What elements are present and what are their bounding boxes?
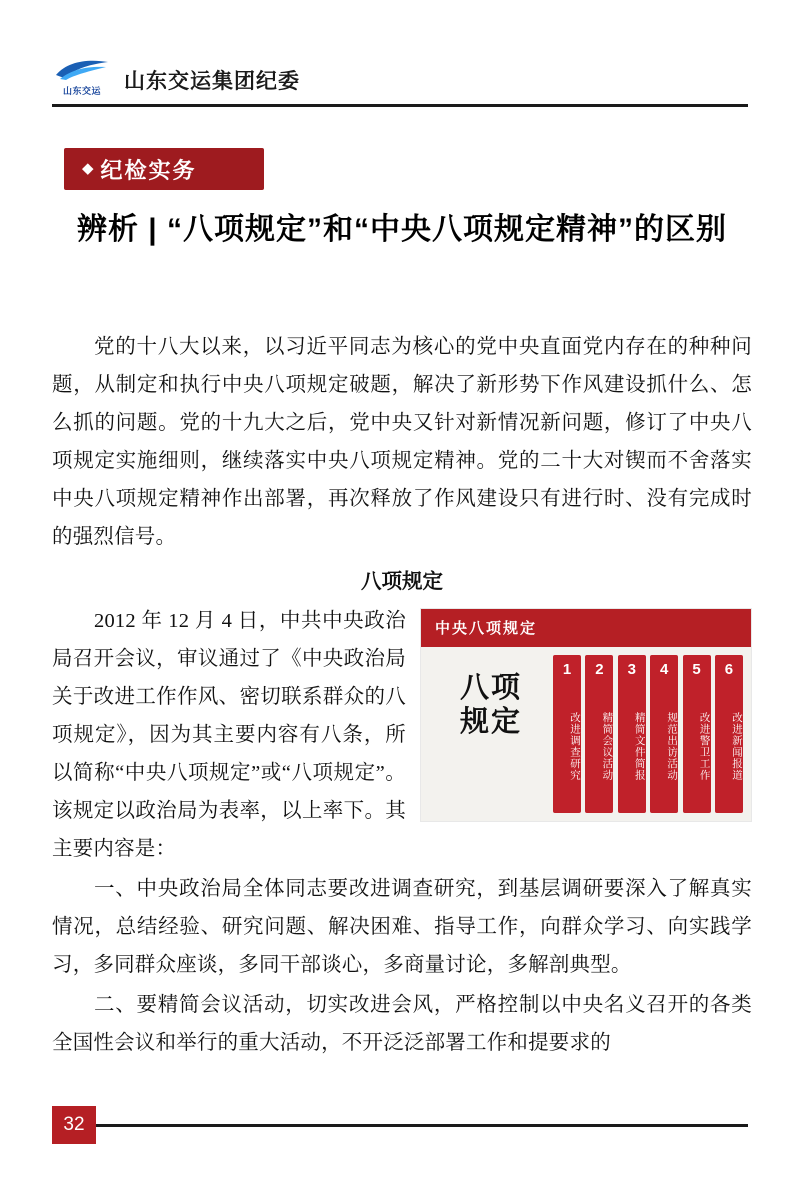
figure-card xyxy=(618,655,646,813)
figure-card-number: 2 xyxy=(595,661,604,678)
header-divider xyxy=(52,104,748,107)
page-number-badge: 32 xyxy=(52,1106,96,1144)
figure-card xyxy=(683,655,711,813)
paragraph-with-figure: 2012 年 12 月 4 日，中共中央政治局召开会议，审议通过了《中央政治局关于改进工作作风、密切联系群众的八项规定》，因为其主要内容有八条，所以简称“中央八项规定”或“八项规定”。该规定以政治局为表率，以上率下。其主要内容是： xyxy=(52,610,406,860)
subheading: 八项规定 xyxy=(361,570,443,593)
figure-card-number: 4 xyxy=(660,661,669,678)
figure-card-number: 3 xyxy=(627,661,636,678)
figure-card-text: 规范出访活动 xyxy=(666,711,679,781)
figure-banner-text: 中央八项规定 xyxy=(435,620,538,637)
figure-card-number: 1 xyxy=(562,661,572,678)
figure-card-number: 5 xyxy=(692,661,701,678)
paragraph-item-one: 一、中央政治局全体同志要改进调查研究，到基层调研要深入了解真实情况，总结经验、研究问题、解决困难、指导工作，向群众学习、向实践学习，多同群众座谈，多同干部谈心，多商量讨论，多解剖典型。 xyxy=(52,878,752,976)
figure-card-text: 改进新闻报道 xyxy=(730,711,743,781)
figure-left-title-line1: 八项 xyxy=(459,672,522,704)
figure-card-number: 6 xyxy=(724,661,734,678)
header-org-title: 山东交运集团纪委 xyxy=(124,70,300,93)
section-tag xyxy=(64,148,264,190)
figure-card xyxy=(585,655,613,813)
paragraph-item-two: 二、要精简会议活动，切实改进会风，严格控制以中央名义召开的各类全国性会议和举行的重大活动，不开泛泛部署工作和提要求的 xyxy=(52,994,752,1054)
diamond-icon: ◆ xyxy=(82,160,94,177)
figure-left-title xyxy=(437,671,545,739)
page-header xyxy=(0,52,800,108)
logo-swoosh-icon xyxy=(54,59,110,81)
article-body xyxy=(52,328,752,1064)
section-tag-label: 纪检实务 xyxy=(100,157,197,183)
figure-card xyxy=(553,655,581,813)
figure-card-text: 精简文件简报 xyxy=(633,711,646,781)
footer-divider xyxy=(96,1124,748,1127)
paragraph-intro: 党的十八大以来，以习近平同志为核心的党中央直面党内存在的种种问题，从制定和执行中央八项规定破题，解决了新形势下作风建设抓什么、怎么抓的问题。党的十九大之后，党中央又针对新情况新问题，修订了中央八项规定实施细则，继续落实中央八项规定精神。党的二十大对锲而不舍落实中央八项规定精神作出部署，再次释放了作风建设只有进行时、没有完成时的强烈信号。 xyxy=(52,336,752,548)
figure-card xyxy=(715,655,743,813)
figure-left-title-line2: 规定 xyxy=(459,706,522,738)
figure-card-text: 改进调查研究 xyxy=(569,711,581,781)
figure-card xyxy=(650,655,678,813)
company-logo xyxy=(52,57,114,103)
figure-card-text: 改进警卫工作 xyxy=(698,711,711,781)
figure-card-text: 精简会议活动 xyxy=(601,711,614,781)
figure-eight-regulations xyxy=(420,608,752,822)
figure-card-list xyxy=(553,655,743,813)
article-title: 辨析 | “八项规定”和“中央八项规定精神”的区别 xyxy=(76,213,728,246)
logo-text: 山东交运 xyxy=(62,86,101,96)
